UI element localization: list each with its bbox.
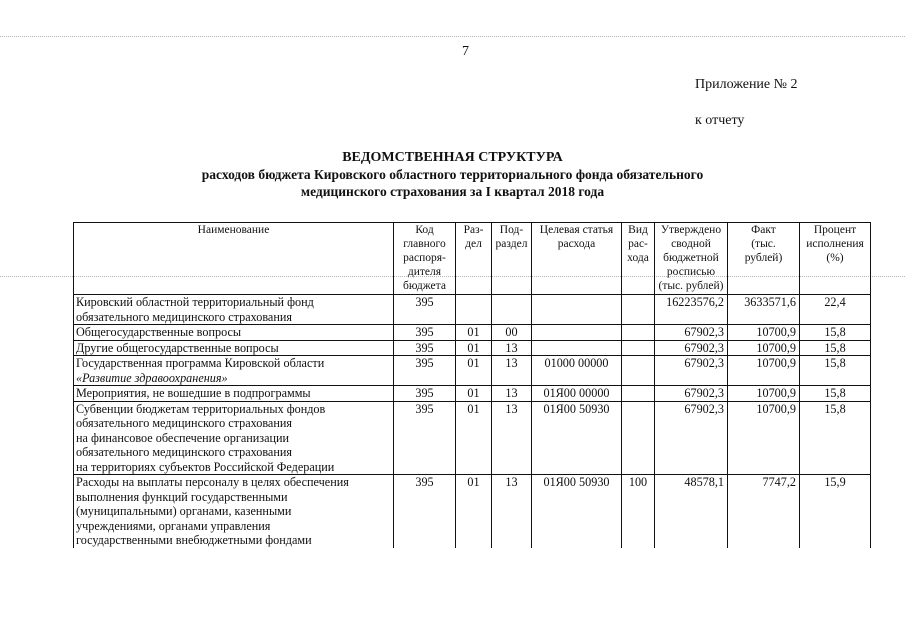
row-type — [622, 295, 655, 325]
row-type — [622, 356, 655, 386]
row-subsection: 13 — [492, 386, 532, 402]
row-percent: 15,8 — [800, 386, 871, 402]
row-type: 100 — [622, 475, 655, 548]
table-row — [74, 356, 871, 386]
table-row — [74, 325, 871, 341]
header-percent: Процент исполнения (%) — [800, 223, 871, 295]
header-fact: Факт (тыс. рублей) — [728, 223, 800, 295]
row-approved: 67902,3 — [655, 401, 728, 475]
header-code: Код главного распоря- дителя бюджета — [394, 223, 456, 295]
row-approved: 16223576,2 — [655, 295, 728, 325]
header-name: Наименование — [74, 223, 394, 295]
row-target: 01Я00 50930 — [532, 475, 622, 548]
table-row — [74, 475, 871, 548]
budget-structure-table — [73, 222, 871, 548]
row-fact: 10700,9 — [728, 401, 800, 475]
row-target: 01000 00000 — [532, 356, 622, 386]
row-code: 395 — [394, 340, 456, 356]
table-row — [74, 340, 871, 356]
scan-dotted-line-top — [0, 36, 905, 37]
row-name: Расходы на выплаты персоналу в целях обеспечения выполнения функций государственными (муниципальными) органами, казенными учреждениями, органами управления государственными внебюджетными фондами — [74, 475, 394, 548]
row-fact: 10700,9 — [728, 325, 800, 341]
row-code: 395 — [394, 475, 456, 548]
row-type — [622, 340, 655, 356]
appendix-label: Приложение № 2 — [695, 77, 798, 92]
table-row — [74, 401, 871, 475]
row-fact: 10700,9 — [728, 386, 800, 402]
document-title: ВЕДОМСТВЕННАЯ СТРУКТУРА — [342, 150, 563, 165]
row-subsection — [492, 295, 532, 325]
row-fact: 10700,9 — [728, 356, 800, 386]
row-code: 395 — [394, 401, 456, 475]
row-type — [622, 401, 655, 475]
row-type — [622, 325, 655, 341]
row-fact: 10700,9 — [728, 340, 800, 356]
document-subtitle-line-2: медицинского страхования за I квартал 2018 года — [300, 184, 605, 199]
row-subsection: 13 — [492, 356, 532, 386]
row-code: 395 — [394, 356, 456, 386]
row-name: Кировский областной территориальный фонд обязательного медицинского страхования — [74, 295, 394, 325]
row-section: 01 — [456, 325, 492, 341]
row-approved: 67902,3 — [655, 386, 728, 402]
table-row — [74, 386, 871, 402]
row-type — [622, 386, 655, 402]
row-subsection: 00 — [492, 325, 532, 341]
row-target — [532, 325, 622, 341]
to-report-label: к отчету — [695, 113, 745, 128]
row-name: Мероприятия, не вошедшие в подпрограммы — [74, 386, 394, 402]
row-section: 01 — [456, 386, 492, 402]
row-target: 01Я00 50930 — [532, 401, 622, 475]
header-target-article: Целевая статья расхода — [532, 223, 622, 295]
page-number: 7 — [462, 44, 469, 59]
row-subsection: 13 — [492, 340, 532, 356]
row-name: Государственная программа Кировской области «Развитие здравоохранения» — [74, 356, 394, 386]
row-section: 01 — [456, 356, 492, 386]
row-name: Общегосударственные вопросы — [74, 325, 394, 341]
header-approved: Утверждено сводной бюджетной росписью (тыс. рублей) — [655, 223, 728, 295]
row-approved: 67902,3 — [655, 356, 728, 386]
row-section: 01 — [456, 340, 492, 356]
row-name: Другие общегосударственные вопросы — [74, 340, 394, 356]
row-target — [532, 295, 622, 325]
row-code: 395 — [394, 386, 456, 402]
row-subsection: 13 — [492, 475, 532, 548]
table-header-row — [74, 223, 871, 295]
row-subsection: 13 — [492, 401, 532, 475]
row-approved: 67902,3 — [655, 340, 728, 356]
row-percent: 15,8 — [800, 401, 871, 475]
row-name: Субвенции бюджетам территориальных фондов обязательного медицинского страхования на финансовое обеспечение организации обязательного медицинского страхования на территориях субъектов Российской Федерации — [74, 401, 394, 475]
header-subsection: Под- раздел — [492, 223, 532, 295]
row-fact: 7747,2 — [728, 475, 800, 548]
row-percent: 15,8 — [800, 340, 871, 356]
row-target — [532, 340, 622, 356]
row-target: 01Я00 00000 — [532, 386, 622, 402]
row-code: 395 — [394, 295, 456, 325]
row-fact: 3633571,6 — [728, 295, 800, 325]
row-percent: 15,8 — [800, 325, 871, 341]
row-percent: 15,8 — [800, 356, 871, 386]
row-approved: 48578,1 — [655, 475, 728, 548]
header-expense-type: Вид рас- хода — [622, 223, 655, 295]
row-section: 01 — [456, 401, 492, 475]
row-approved: 67902,3 — [655, 325, 728, 341]
row-percent: 22,4 — [800, 295, 871, 325]
row-code: 395 — [394, 325, 456, 341]
row-section: 01 — [456, 475, 492, 548]
document-subtitle-line-1: расходов бюджета Кировского областного территориального фонда обязательного — [201, 167, 704, 182]
header-section: Раз- дел — [456, 223, 492, 295]
table-row — [74, 295, 871, 325]
row-percent: 15,9 — [800, 475, 871, 548]
row-section — [456, 295, 492, 325]
